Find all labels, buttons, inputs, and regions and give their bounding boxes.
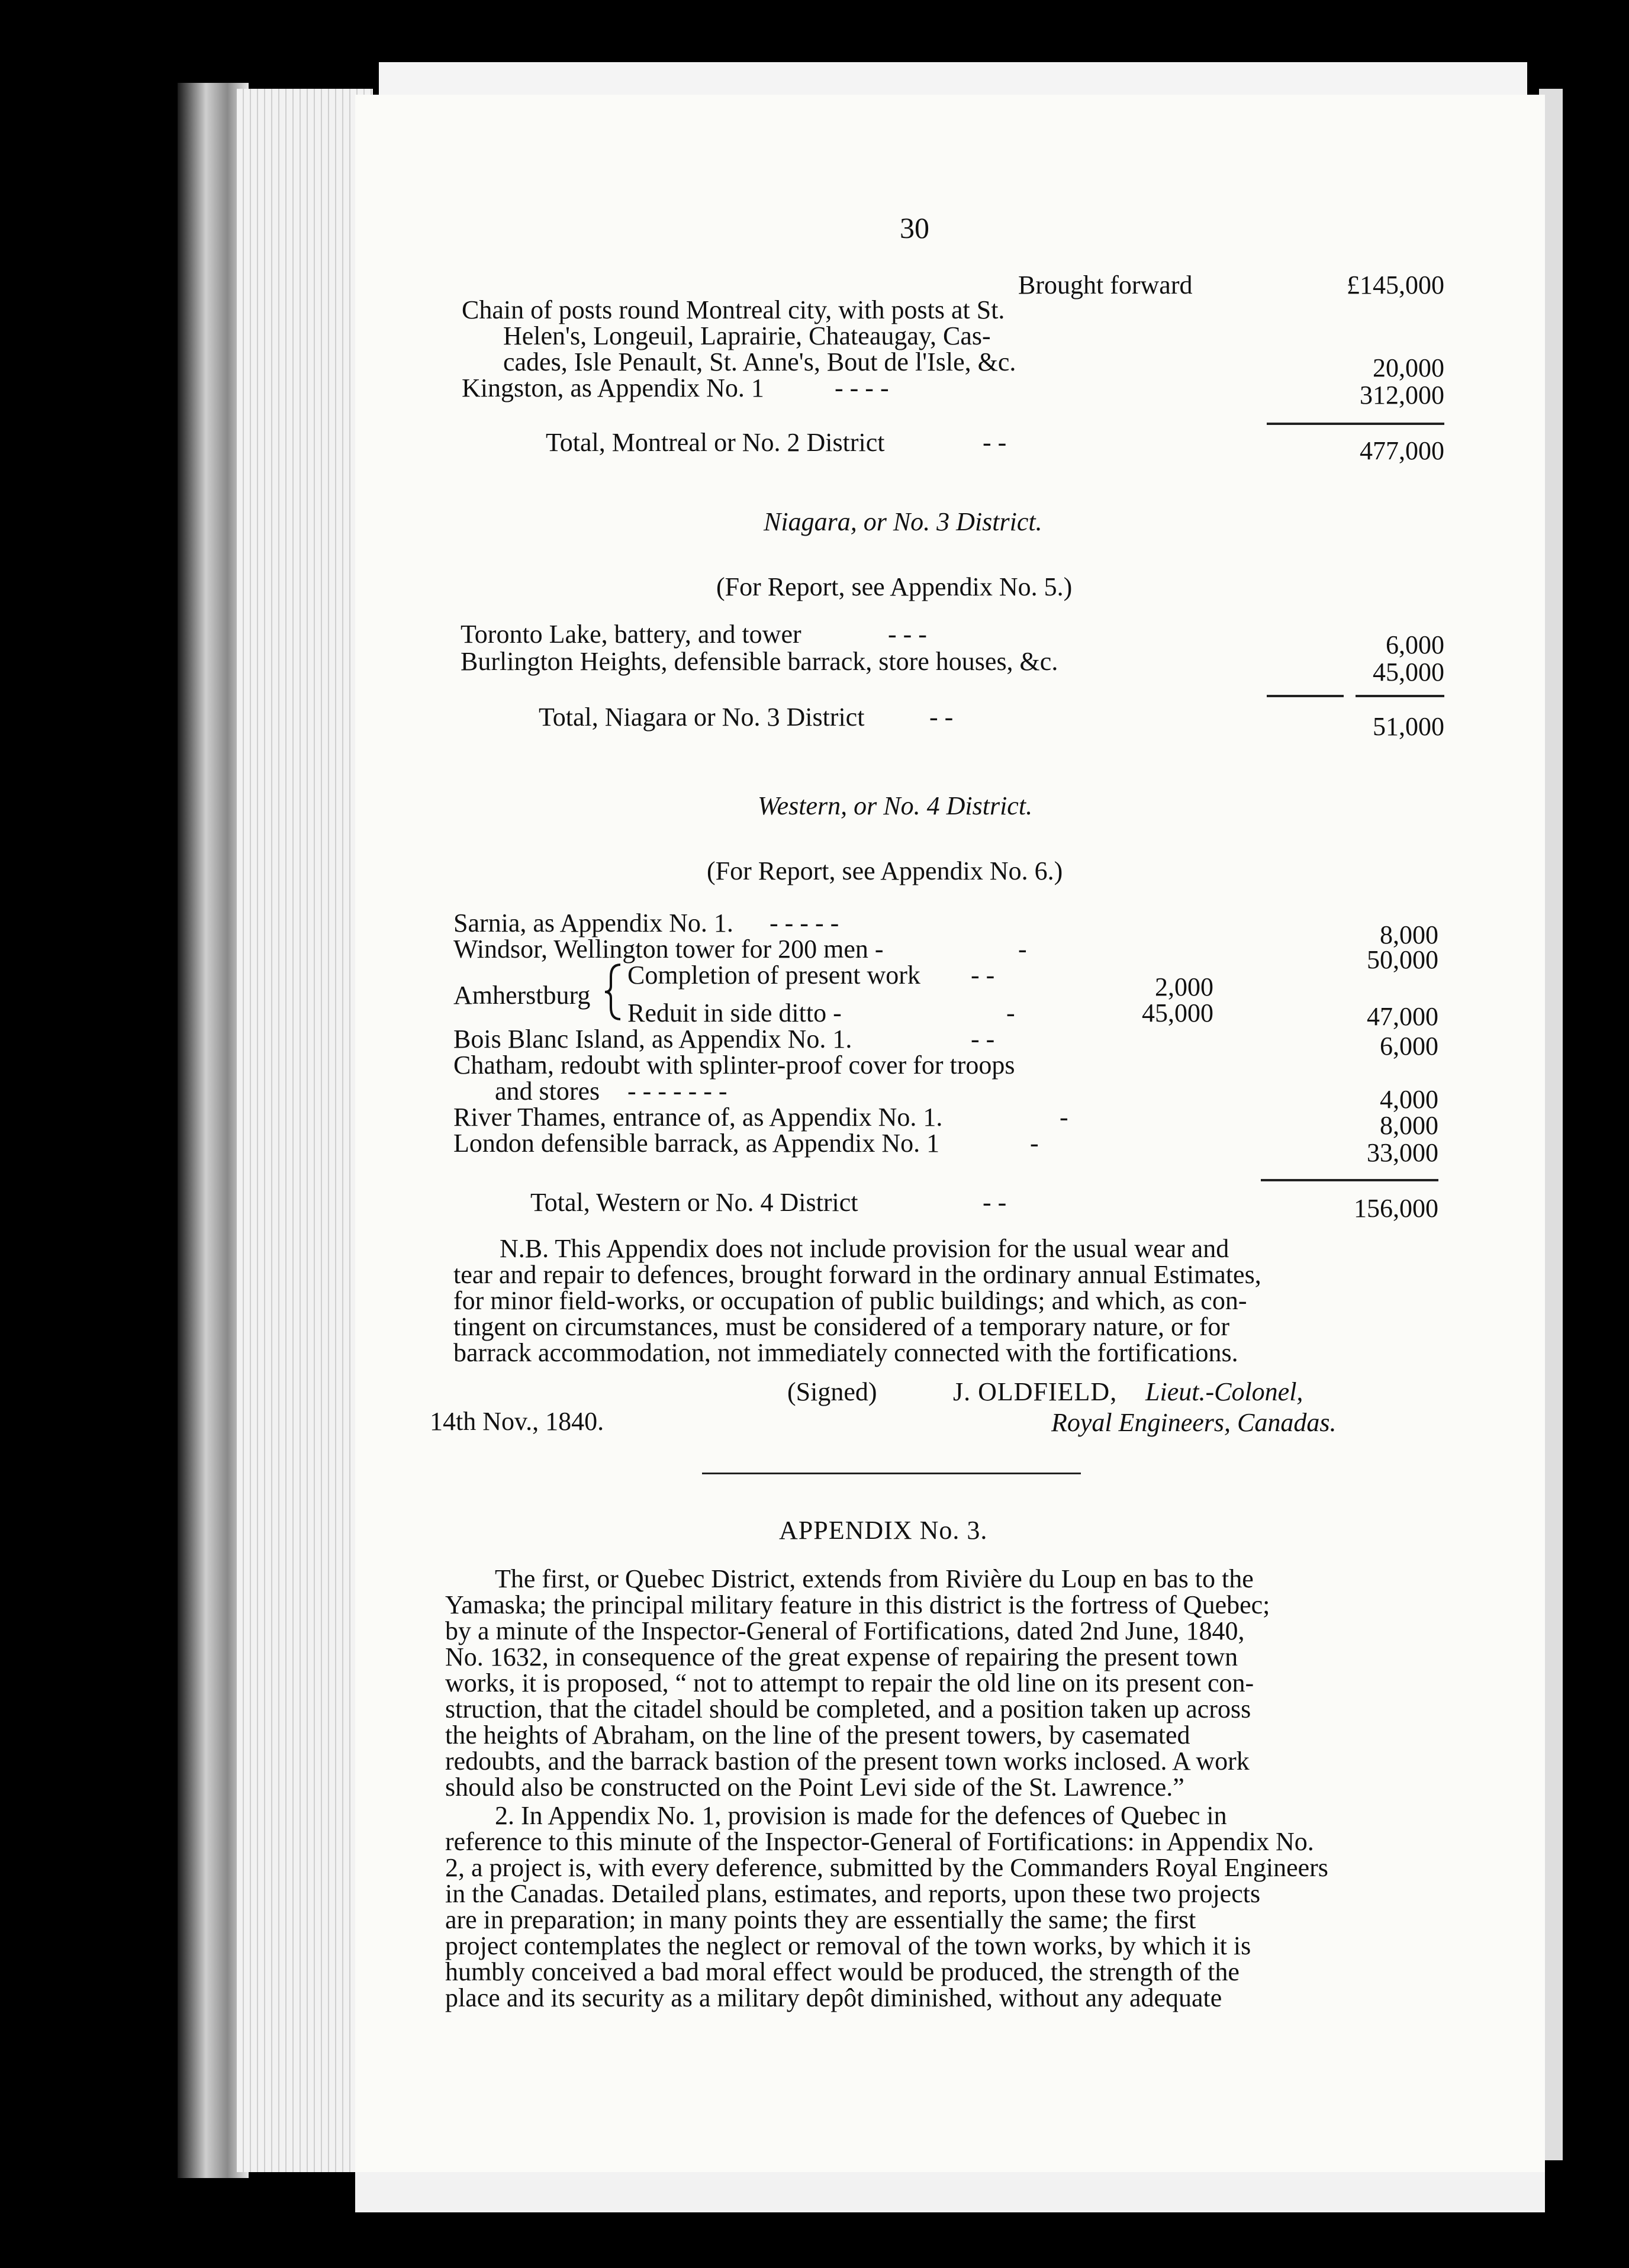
amherstburg-line-2-value: 45,000 — [1142, 998, 1213, 1027]
signatory-name: J. OLDFIELD, — [953, 1377, 1118, 1406]
western-total-value: 156,000 — [1354, 1194, 1438, 1223]
amherstburg-line-1-value: 2,000 — [1155, 972, 1213, 1001]
appendix-3-p1-line-6: struction, that the citadel should be completed, and a position taken up across — [445, 1694, 1251, 1723]
montreal-line-3-value: 20,000 — [1373, 353, 1444, 382]
chatham-line-2: and stores — [495, 1077, 600, 1106]
toronto-dashes: - - - — [888, 620, 927, 649]
montreal-line-1: Chain of posts round Montreal city, with posts at St. — [462, 295, 1005, 324]
amherstburg-line-2: Reduit in side ditto - — [627, 998, 842, 1027]
kingston-dashes: - - - - — [835, 373, 889, 402]
toronto-value: 6,000 — [1386, 630, 1444, 659]
windsor-line: Windsor, Wellington tower for 200 men - — [453, 935, 884, 964]
nb-line-4: tingent on circumstances, must be considered of a temporary nature, or for — [453, 1312, 1229, 1341]
western-report-note: (For Report, see Appendix No. 6.) — [707, 856, 1063, 885]
amherstburg-label: Amherstburg — [453, 981, 591, 1010]
london-value: 33,000 — [1367, 1138, 1438, 1167]
appendix-3-p1-line-8: redoubts, and the barrack bastion of the present town works inclosed. A work — [445, 1747, 1250, 1776]
windsor-dashes: - — [1018, 935, 1027, 964]
brought-forward-value: £145,000 — [1347, 270, 1444, 299]
windsor-value: 50,000 — [1367, 945, 1438, 974]
amherstburg-line-1-dashes: - - — [971, 961, 995, 990]
montreal-line-3: cades, Isle Penault, St. Anne's, Bout de l'Isle, &c. — [503, 347, 1016, 376]
london-line: London defensible barrack, as Appendix No. 1 — [453, 1129, 940, 1158]
chatham-dashes: - - - - - - - — [627, 1077, 727, 1106]
signature-date: 14th Nov., 1840. — [430, 1407, 604, 1436]
thames-line: River Thames, entrance of, as Appendix No. 1. — [453, 1103, 943, 1132]
niagara-total-dashes: - - — [929, 703, 954, 732]
niagara-total-value: 51,000 — [1373, 712, 1444, 741]
nb-line-1: N.B. This Appendix does not include provision for the usual wear and — [500, 1234, 1229, 1263]
western-total-rule — [1261, 1179, 1438, 1181]
bois-blanc-dashes: - - — [971, 1025, 995, 1054]
appendix-3-p2-line-4: in the Canadas. Detailed plans, estimates, and reports, upon these two projects — [445, 1879, 1261, 1908]
western-total-dashes: - - — [983, 1188, 1007, 1217]
appendix-3-p1-line-7: the heights of Abraham, on the line of the present towers, by casemated — [445, 1721, 1190, 1750]
amherstburg-brace — [603, 962, 626, 1022]
appendix-3-p1-line-2: Yamaska; the principal military feature in this district is the fortress of Quebec; — [445, 1590, 1270, 1619]
appendix-3-p1-line-4: No. 1632, in consequence of the great expense of repairing the present town — [445, 1642, 1238, 1671]
nb-line-2: tear and repair to defences, brought forward in the ordinary annual Estimates, — [453, 1260, 1261, 1289]
document-page — [355, 95, 1545, 2172]
amherstburg-line-1: Completion of present work — [627, 961, 920, 990]
section-divider — [702, 1473, 1081, 1474]
appendix-3-p2-line-8: place and its security as a military depôt diminished, without any adequate — [445, 1983, 1222, 2012]
chatham-value: 4,000 — [1380, 1085, 1438, 1114]
montreal-line-2: Helen's, Longeuil, Laprairie, Chateaugay, Cas- — [503, 321, 991, 350]
page-stack-edges — [237, 89, 373, 2172]
montreal-total-dashes: - - — [983, 428, 1007, 457]
niagara-report-note: (For Report, see Appendix No. 5.) — [716, 572, 1073, 601]
appendix-3-p2-line-7: humbly conceived a bad moral effect would be produced, the strength of the — [445, 1957, 1240, 1986]
amherstburg-line-2-dashes: - — [1006, 998, 1015, 1027]
niagara-total-rule-a — [1267, 695, 1344, 697]
page-number: 30 — [900, 211, 929, 244]
kingston-line: Kingston, as Appendix No. 1 — [462, 373, 764, 402]
bois-blanc-value: 6,000 — [1380, 1032, 1438, 1061]
bois-blanc-line: Bois Blanc Island, as Appendix No. 1. — [453, 1025, 852, 1054]
amherstburg-total-value: 47,000 — [1367, 1002, 1438, 1031]
nb-line-5: barrack accommodation, not immediately connected with the fortifications. — [453, 1338, 1238, 1367]
appendix-3-p1-line-1: The first, or Quebec District, extends from Rivière du Loup en bas to the — [495, 1564, 1254, 1593]
signatory-title: Lieut.-Colonel, — [1145, 1377, 1303, 1406]
appendix-3-p1-line-3: by a minute of the Inspector-General of Fortifications, dated 2nd June, 1840, — [445, 1616, 1245, 1645]
signed-label: (Signed) — [787, 1377, 877, 1406]
burlington-value: 45,000 — [1373, 658, 1444, 687]
western-total-label: Total, Western or No. 4 District — [530, 1188, 858, 1217]
brought-forward-label: Brought forward — [1018, 270, 1193, 299]
chatham-line-1: Chatham, redoubt with splinter-proof cover for troops — [453, 1051, 1015, 1080]
sarnia-line: Sarnia, as Appendix No. 1. — [453, 909, 733, 938]
appendix-3-p1-line-9: should also be constructed on the Point Levi side of the St. Lawrence.” — [445, 1773, 1184, 1802]
london-dashes: - — [1030, 1129, 1039, 1158]
thames-dashes: - — [1060, 1103, 1068, 1132]
niagara-heading: Niagara, or No. 3 District. — [764, 507, 1042, 536]
burlington-line: Burlington Heights, defensible barrack, store houses, &c. — [461, 647, 1058, 676]
montreal-total-value: 477,000 — [1360, 436, 1444, 465]
appendix-3-p2-line-6: project contemplates the neglect or removal of the town works, by which it is — [445, 1931, 1251, 1960]
appendix-3-p2-line-1: 2. In Appendix No. 1, provision is made for the defences of Quebec in — [495, 1801, 1227, 1830]
niagara-total-label: Total, Niagara or No. 3 District — [539, 703, 865, 732]
western-heading: Western, or No. 4 District. — [758, 791, 1033, 820]
toronto-line: Toronto Lake, battery, and tower — [461, 620, 801, 649]
nb-line-3: for minor field-works, or occupation of public buildings; and which, as con- — [453, 1286, 1247, 1315]
sarnia-dashes: - - - - - — [770, 909, 839, 938]
appendix-3-p2-line-3: 2, a project is, with every deference, submitted by the Commanders Royal Engineers — [445, 1853, 1328, 1882]
appendix-3-p2-line-5: are in preparation; in many points they are essentially the same; the first — [445, 1905, 1196, 1934]
appendix-3-heading: APPENDIX No. 3. — [779, 1516, 988, 1545]
appendix-3-p2-line-2: reference to this minute of the Inspector-General of Fortifications: in Appendix No. — [445, 1827, 1314, 1856]
sarnia-value: 8,000 — [1380, 920, 1438, 949]
montreal-total-label: Total, Montreal or No. 2 District — [546, 428, 885, 457]
kingston-value: 312,000 — [1360, 381, 1444, 410]
signatory-unit: Royal Engineers, Canadas. — [1051, 1408, 1337, 1437]
montreal-total-rule — [1267, 423, 1444, 425]
thames-value: 8,000 — [1380, 1111, 1438, 1140]
niagara-total-rule-b — [1356, 695, 1444, 697]
appendix-3-p1-line-5: works, it is proposed, “ not to attempt to repair the old line on its present con- — [445, 1668, 1254, 1697]
